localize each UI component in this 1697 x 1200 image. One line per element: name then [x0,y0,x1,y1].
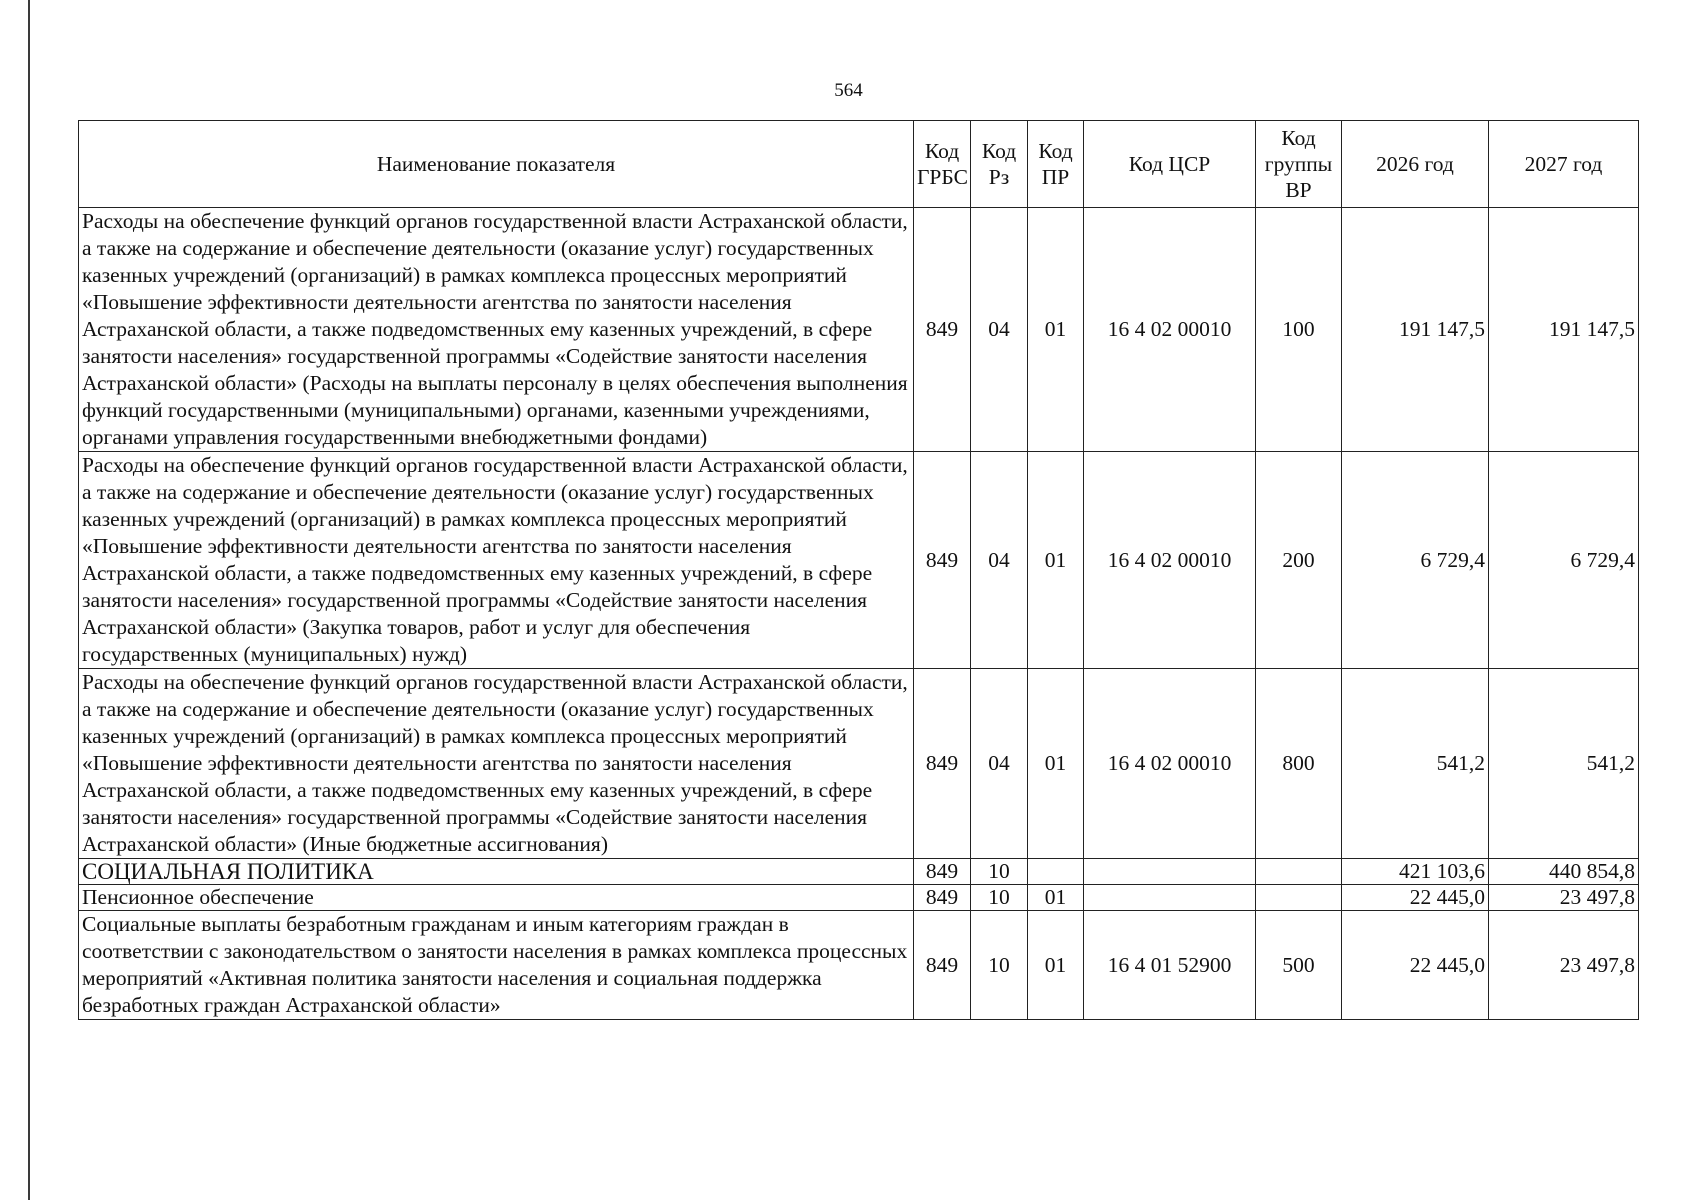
row-name: СОЦИАЛЬНАЯ ПОЛИТИКА [79,859,914,885]
row-pr: 01 [1028,885,1084,911]
budget-table [78,120,1639,1020]
table-row-section [79,859,1639,885]
row-vr: 100 [1256,208,1342,452]
row-csr: 16 4 02 00010 [1084,208,1256,452]
row-name: Расходы на обеспечение функций органов государственной власти Астраханской области, а также на содержание и обеспечение деятельности (оказание услуг) государственных казенных учреждений (организаций) в рамках комплекса процессных мероприятий «Повышение эффективности деятельности агентства по занятости населения Астраханской области, а также подведомственных ему казенных учреждений, в сфере занятости населения» государственной программы «Содействие занятости населения Астраханской области» (Расходы на выплаты персоналу в целях обеспечения выполнения функций государственными (муниципальными) органами, казенными учреждениями, органами управления государственными внебюджетными фондами) [79,208,914,452]
row-vr [1256,859,1342,885]
row-pr: 01 [1028,452,1084,669]
row-rz: 10 [971,911,1028,1020]
row-grbs: 849 [914,885,971,911]
header-vr: Код группы ВР [1256,121,1342,208]
row-vr: 500 [1256,911,1342,1020]
header-pr: Код ПР [1028,121,1084,208]
row-rz: 04 [971,452,1028,669]
header-2027: 2027 год [1489,121,1639,208]
row-csr [1084,859,1256,885]
table-row-subsection [79,885,1639,911]
row-grbs: 849 [914,859,971,885]
table-row [79,911,1639,1020]
row-2026: 541,2 [1342,669,1489,859]
row-2026: 6 729,4 [1342,452,1489,669]
table-row [79,669,1639,859]
row-pr: 01 [1028,669,1084,859]
row-name: Пенсионное обеспечение [79,885,914,911]
row-rz: 10 [971,859,1028,885]
table-row [79,452,1639,669]
row-2027: 6 729,4 [1489,452,1639,669]
header-rz: Код Рз [971,121,1028,208]
row-pr: 01 [1028,911,1084,1020]
scan-edge-line [28,0,30,1200]
row-rz: 04 [971,669,1028,859]
row-2027: 23 497,8 [1489,911,1639,1020]
header-grbs: Код ГРБС [914,121,971,208]
row-grbs: 849 [914,208,971,452]
row-rz: 10 [971,885,1028,911]
row-name: Расходы на обеспечение функций органов государственной власти Астраханской области, а также на содержание и обеспечение деятельности (оказание услуг) государственных казенных учреждений (организаций) в рамках комплекса процессных мероприятий «Повышение эффективности деятельности агентства по занятости населения Астраханской области, а также подведомственных ему казенных учреждений, в сфере занятости населения» государственной программы «Содействие занятости населения Астраханской области» (Иные бюджетные ассигнования) [79,669,914,859]
row-vr: 200 [1256,452,1342,669]
row-pr: 01 [1028,208,1084,452]
row-grbs: 849 [914,669,971,859]
header-csr: Код ЦСР [1084,121,1256,208]
row-vr [1256,885,1342,911]
row-vr: 800 [1256,669,1342,859]
row-2026: 191 147,5 [1342,208,1489,452]
row-2027: 23 497,8 [1489,885,1639,911]
table-header-row [79,121,1639,208]
row-csr [1084,885,1256,911]
row-2027: 440 854,8 [1489,859,1639,885]
row-2027: 191 147,5 [1489,208,1639,452]
page-number: 564 [834,80,863,101]
row-name: Социальные выплаты безработным гражданам и иным категориям граждан в соответствии с законодательством о занятости населения в рамках комплекса процессных мероприятий «Активная политика занятости населения и социальная поддержка безработных граждан Астраханской области» [79,911,914,1020]
header-name: Наименование показателя [79,121,914,208]
row-2026: 22 445,0 [1342,885,1489,911]
row-csr: 16 4 01 52900 [1084,911,1256,1020]
row-rz: 04 [971,208,1028,452]
row-2026: 22 445,0 [1342,911,1489,1020]
row-grbs: 849 [914,452,971,669]
row-2027: 541,2 [1489,669,1639,859]
header-2026: 2026 год [1342,121,1489,208]
row-csr: 16 4 02 00010 [1084,669,1256,859]
row-name: Расходы на обеспечение функций органов государственной власти Астраханской области, а также на содержание и обеспечение деятельности (оказание услуг) государственных казенных учреждений (организаций) в рамках комплекса процессных мероприятий «Повышение эффективности деятельности агентства по занятости населения Астраханской области, а также подведомственных ему казенных учреждений, в сфере занятости населения» государственной программы «Содействие занятости населения Астраханской области» (Закупка товаров, работ и услуг для обеспечения государственных (муниципальных) нужд) [79,452,914,669]
row-grbs: 849 [914,911,971,1020]
row-pr [1028,859,1084,885]
row-csr: 16 4 02 00010 [1084,452,1256,669]
row-2026: 421 103,6 [1342,859,1489,885]
table-row [79,208,1639,452]
